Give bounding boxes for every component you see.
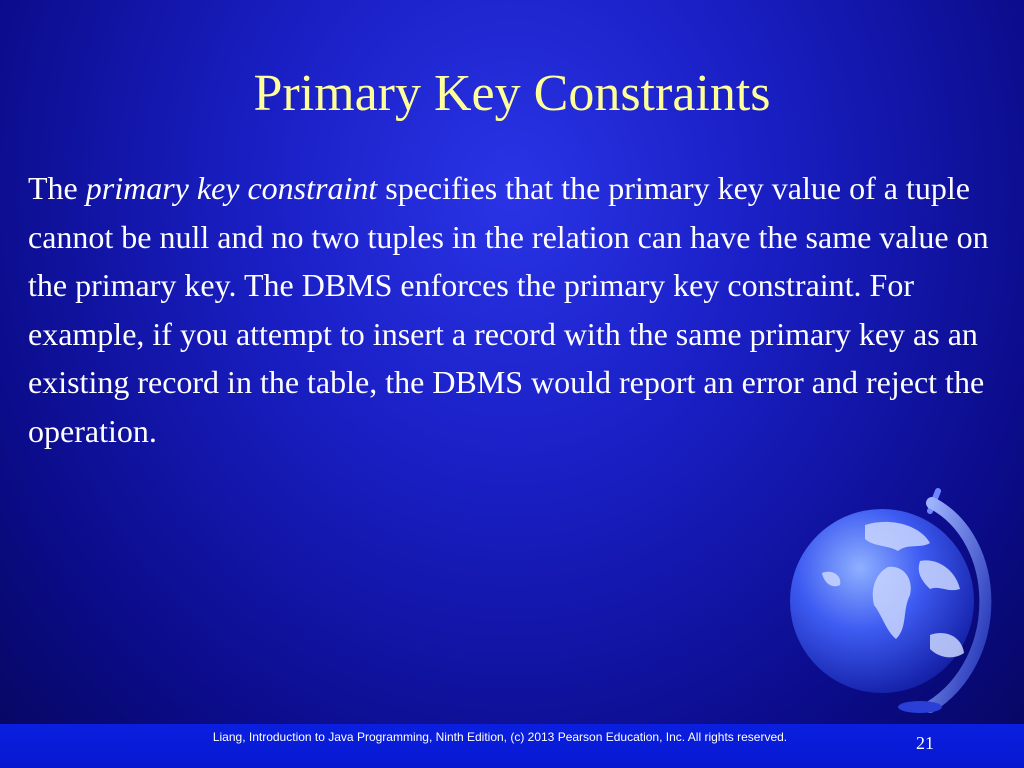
body-rest: specifies that the primary key value of a tuple cannot be null and no two tuples in the relation can have the same value on the primary key. The DBMS enforces the primary key constraint. For example, if you attempt to insert a record with the same primary key as an existing record in the table, the DBMS would report an error and reject the operation. (28, 170, 989, 449)
slide-body-text (28, 164, 993, 455)
slide-number: 21 (916, 733, 934, 753)
footer-bar (0, 724, 1024, 768)
globe-icon (770, 485, 1010, 715)
body-term: primary key constraint (85, 170, 378, 206)
slide-title: Primary Key Constraints (253, 65, 771, 122)
body-intro: The (28, 170, 86, 206)
footer-copyright: Liang, Introduction to Java Programming, Ninth Edition, (c) 2013 Pearson Education, Inc. All rights reserved. (212, 730, 788, 744)
